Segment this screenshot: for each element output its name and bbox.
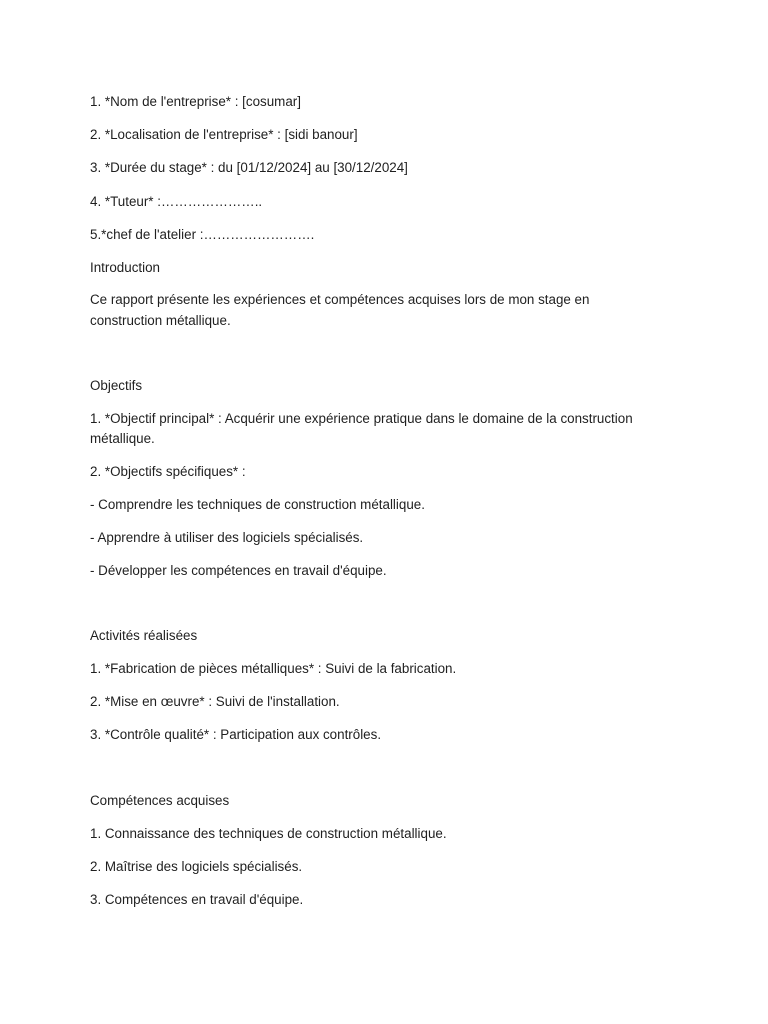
competence-item: 3. Compétences en travail d'équipe. bbox=[90, 892, 304, 907]
main-objective-line-1: 1. *Objectif principal* : Acquérir une expérience pratique dans le domaine de la construction bbox=[90, 411, 633, 426]
objectifs-heading: Objectifs bbox=[90, 378, 143, 393]
competence-item: 2. Maîtrise des logiciels spécialisés. bbox=[90, 859, 303, 874]
activites-heading: Activités réalisées bbox=[90, 628, 198, 643]
competence-item: 1. Connaissance des techniques de construction métallique. bbox=[90, 826, 447, 841]
activity-item: 2. *Mise en œuvre* : Suivi de l'installation. bbox=[90, 694, 340, 709]
specific-objective-item: - Apprendre à utiliser des logiciels spécialisés. bbox=[90, 530, 364, 545]
introduction-heading: Introduction bbox=[90, 260, 160, 275]
introduction-text-line-2: construction métallique. bbox=[90, 313, 231, 328]
workshop-chief-line: 5.*chef de l'atelier :……………………. bbox=[90, 227, 315, 242]
internship-duration-line: 3. *Durée du stage* : du [01/12/2024] au [30/12/2024] bbox=[90, 160, 408, 175]
introduction-text-line-1: Ce rapport présente les expériences et compétences acquises lors de mon stage en bbox=[90, 292, 590, 307]
competences-heading: Compétences acquises bbox=[90, 793, 230, 808]
main-objective-line-2: métallique. bbox=[90, 431, 155, 446]
specific-objective-item: - Comprendre les techniques de construction métallique. bbox=[90, 497, 425, 512]
company-location-line: 2. *Localisation de l'entreprise* : [sidi banour] bbox=[90, 127, 358, 142]
company-name-line: 1. *Nom de l'entreprise* : [cosumar] bbox=[90, 94, 301, 109]
activity-item: 3. *Contrôle qualité* : Participation aux contrôles. bbox=[90, 727, 382, 742]
tutor-line: 4. *Tuteur* :………………….. bbox=[90, 194, 263, 209]
activity-item: 1. *Fabrication de pièces métalliques* : Suivi de la fabrication. bbox=[90, 661, 457, 676]
specific-objectives-heading: 2. *Objectifs spécifiques* : bbox=[90, 464, 246, 479]
specific-objective-item: - Développer les compétences en travail d'équipe. bbox=[90, 563, 387, 578]
